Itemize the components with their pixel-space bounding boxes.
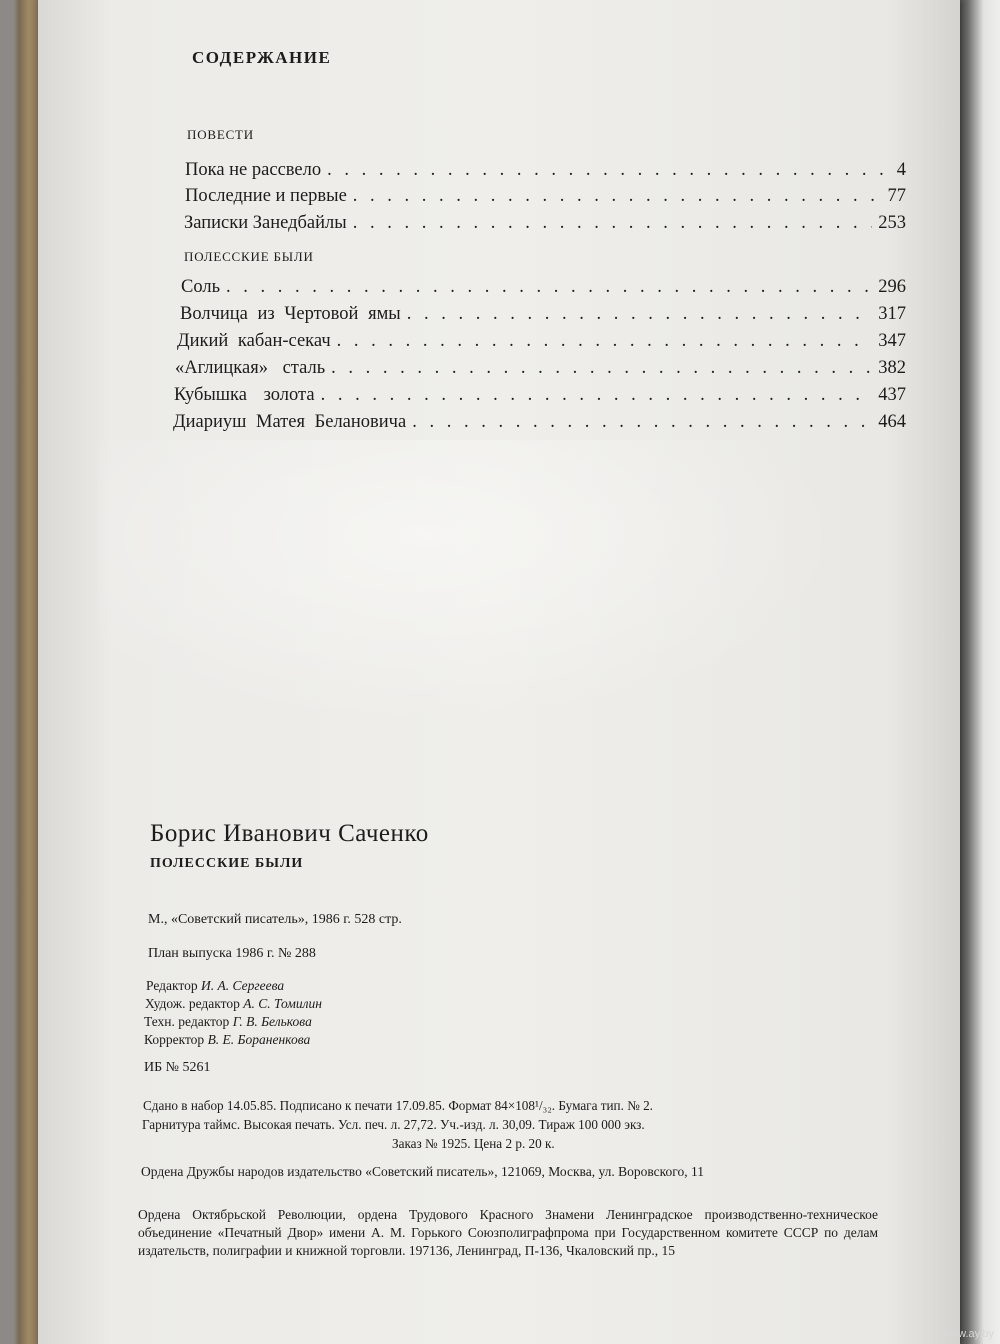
plan-line: План выпуска 1986 г. № 288 (148, 946, 316, 961)
printer-block: Ордена Октябрьской Революции, ордена Трудового Красного Знамени Ленинградское производственно-техническое объединение «Печатный Двор» имени А. М. Горького Союзполиграфпрома при Государственном комитете СССР по делам издательств, полиграфии и книжной торговли. 197136, Ленинград, П-136, Чкаловский пр., 15 (138, 1207, 878, 1258)
ib-number: ИБ № 5261 (144, 1060, 211, 1075)
credit-line (144, 1013, 312, 1030)
author-name: Борис Иванович Саченко (150, 820, 429, 847)
toc-item-title: Кубышка золота (174, 385, 315, 405)
toc-item-title: «Аглицкая» сталь (175, 358, 326, 378)
toc-leader-dots (331, 358, 872, 379)
toc-leader-dots (412, 412, 872, 433)
toc-item-title: Дикий кабан-секач (177, 331, 331, 351)
credit-role: Худож. редактор (145, 996, 240, 1011)
toc-item-title: Записки Занедбайлы (184, 213, 347, 233)
toc-row (185, 186, 906, 210)
toc-row (177, 331, 906, 355)
toc-item-title: Пока не рассвело (185, 160, 322, 180)
credit-person: А. С. Томилин (243, 996, 322, 1011)
publisher-line: М., «Советский писатель», 1986 г. 528 стр. (148, 912, 402, 927)
toc-row (181, 277, 906, 301)
toc-section-heading: ПОЛЕССКИЕ БЫЛИ (184, 249, 314, 264)
credit-role: Редактор (146, 978, 198, 993)
toc-leader-dots (407, 304, 873, 325)
toc-leader-dots (337, 331, 873, 352)
credit-person: И. А. Сергеева (200, 978, 285, 993)
watermark: www.ay.by (942, 1328, 994, 1340)
credit-line (146, 977, 284, 994)
toc-item-page: 382 (878, 358, 906, 378)
toc-item-page: 347 (878, 331, 906, 351)
toc-item-page: 437 (878, 385, 906, 405)
credit-person: В. Е. Бораненкова (207, 1032, 311, 1047)
toc-leader-dots (353, 186, 882, 207)
toc-row (174, 385, 906, 409)
publisher-block: Ордена Дружбы народов издательство «Советский писатель», 121069, Москва, ул. Воровского, 11 (141, 1164, 704, 1179)
print-info-line: Гарнитура таймс. Высокая печать. Усл. печ. л. 27,72. Уч.-изд. л. 30,09. Тираж 100 000 экз. (142, 1117, 645, 1132)
toc-row (180, 304, 906, 328)
toc-leader-dots (353, 213, 873, 234)
toc-section-heading: ПОВЕСТИ (187, 127, 254, 142)
credit-person: Г. В. Белькова (232, 1014, 312, 1029)
toc-item-title: Соль (181, 277, 221, 297)
toc-item-page: 4 (896, 160, 906, 180)
toc-item-title: Последние и первые (185, 186, 347, 206)
toc-leader-dots (226, 277, 872, 298)
toc-item-page: 253 (878, 213, 906, 233)
credit-line (145, 995, 322, 1012)
print-info-line: Сдано в набор 14.05.85. Подписано к печати 17.09.85. Формат 84×108¹/₃₂. Бумага тип. № 2. (143, 1098, 653, 1113)
book-page (38, 0, 960, 1344)
toc-item-page: 77 (887, 186, 906, 206)
credit-line (144, 1031, 310, 1048)
toc-item-title: Диариуш Матея Белановича (173, 412, 407, 432)
toc-row (184, 213, 906, 237)
toc-item-title: Волчица из Чертовой ямы (180, 304, 401, 324)
toc-row (173, 412, 906, 436)
book-title: ПОЛЕССКИЕ БЫЛИ (150, 856, 304, 871)
toc-leader-dots (327, 160, 891, 181)
toc-item-page: 296 (878, 277, 906, 297)
toc-row (175, 358, 906, 382)
print-info-line: Заказ № 1925. Цена 2 р. 20 к. (392, 1136, 555, 1151)
toc-row (185, 160, 906, 184)
credit-role: Техн. редактор (144, 1014, 230, 1029)
toc-item-page: 317 (878, 304, 906, 324)
toc-leader-dots (321, 385, 873, 406)
toc-item-page: 464 (878, 412, 906, 432)
credit-role: Корректор (144, 1032, 205, 1047)
toc-title: СОДЕРЖАНИЕ (192, 48, 332, 67)
